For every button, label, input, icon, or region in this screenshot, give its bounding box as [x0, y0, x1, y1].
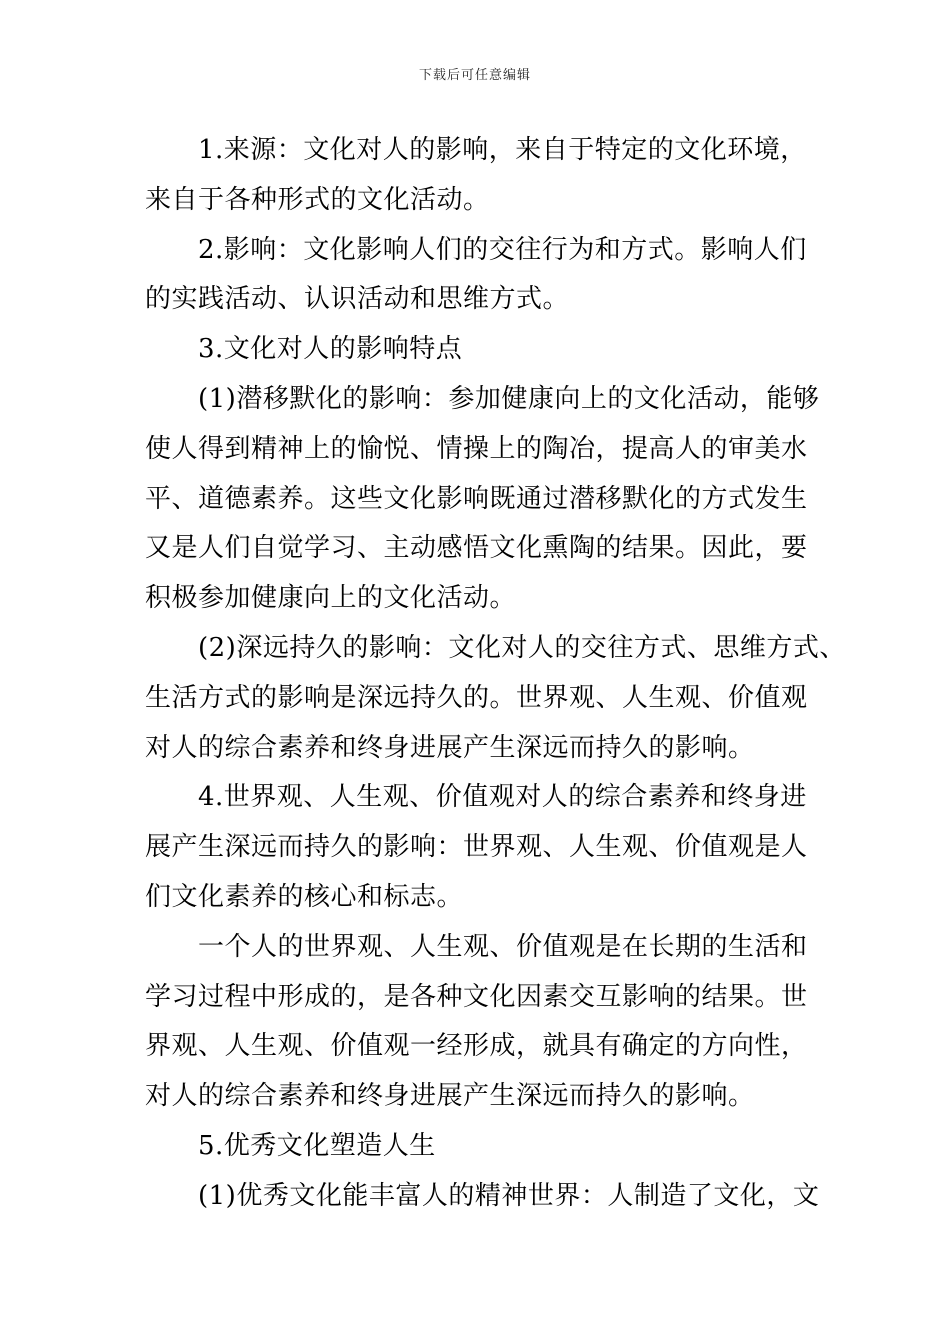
text-line: 们文化素养的核心和标志。	[145, 881, 464, 912]
section-heading: 3.文化对人的影响特点	[198, 334, 463, 365]
section-heading: 5.优秀文化塑造人生	[198, 1130, 436, 1161]
text-line: 生活方式的影响是深远持久的。世界观、人生观、价值观	[145, 682, 808, 713]
text-line: (1)潜移默化的影响：参加健康向上的文化活动，能够	[198, 383, 820, 414]
text-line: 展产生深远而持久的影响：世界观、人生观、价值观是人	[145, 832, 808, 863]
text-line: 来自于各种形式的文化活动。	[145, 184, 490, 215]
text-line: 4.世界观、人生观、价值观对人的综合素养和终身进	[198, 782, 807, 813]
page-header: 下载后可任意编辑	[418, 68, 531, 83]
text-line: 对人的综合素养和终身进展产生深远而持久的影响。	[145, 732, 755, 763]
text-line: 对人的综合素养和终身进展产生深远而持久的影响。	[145, 1081, 755, 1112]
text-line: 平、道德素养。这些文化影响既通过潜移默化的方式发生	[145, 483, 808, 514]
document-body	[145, 126, 846, 1222]
text-line: 1.来源：文化对人的影响，来自于特定的文化环境，	[198, 135, 807, 165]
text-line: 积极参加健康向上的文化活动。	[145, 583, 517, 614]
text-line: 界观、人生观、价值观一经形成，就具有确定的方向性，	[145, 1031, 808, 1062]
text-line: 的实践活动、认识活动和思维方式。	[145, 284, 570, 315]
text-line: (1)优秀文化能丰富人的精神世界：人制造了文化，文	[198, 1180, 820, 1211]
text-line: 使人得到精神上的愉悦、情操上的陶冶，提高人的审美水	[145, 433, 808, 464]
text-line: 一个人的世界观、人生观、价值观是在长期的生活和	[198, 931, 808, 962]
text-line: 又是人们自觉学习、主动感悟文化熏陶的结果。因此，要	[145, 533, 808, 564]
text-line: (2)深远持久的影响：文化对人的交往方式、思维方式、	[198, 632, 846, 663]
text-line: 2.影响：文化影响人们的交往行为和方式。影响人们	[198, 234, 807, 265]
text-line: 学习过程中形成的，是各种文化因素交互影响的结果。世	[145, 981, 808, 1012]
